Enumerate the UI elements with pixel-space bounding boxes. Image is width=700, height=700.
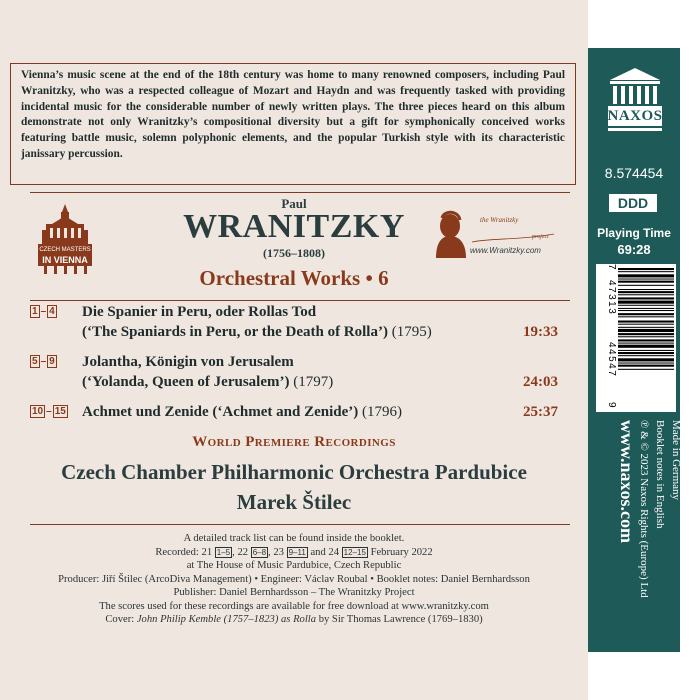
made-in-label: Made in Germany — [670, 420, 682, 501]
track-list-item — [30, 404, 558, 424]
track-range: 1 – 4 — [32, 306, 55, 317]
title-divider — [30, 300, 570, 301]
barcode-digit-group: 47313 — [606, 280, 617, 316]
wranitzky-script-label: the Wranitzky — [480, 216, 519, 224]
track-list-item — [30, 354, 558, 394]
barcode-digits — [596, 264, 676, 412]
track-title: Achmet und Zenide (‘Achmet and Zenide’) (1796) — [82, 404, 402, 420]
track-subtitle: (‘Yolanda, Queen of Jerusalem’) (1797) — [82, 374, 334, 390]
track-duration: 19:33 — [523, 324, 558, 340]
venue-line: at The House of Music Pardubice, Czech Republic — [186, 560, 402, 571]
barcode-digit-group: 9 — [606, 402, 617, 408]
recorded-line: Recorded: 21 1–5 , 22 6–8 , 23 9–11 and 24 12–15 February 2022 — [155, 546, 433, 558]
premiere-label: World Premiere Recordings — [192, 434, 396, 450]
track-range: 5 – 9 — [32, 356, 55, 367]
naxos-logo — [606, 64, 664, 140]
czech-logo-line1: CZECH MASTERS — [39, 247, 91, 253]
intro-text-box — [10, 63, 576, 185]
naxos-wordmark: NAXOS — [607, 108, 663, 124]
naxos-sidebar — [588, 48, 680, 652]
track-list-item — [30, 304, 558, 344]
track-duration: 25:37 — [523, 404, 558, 420]
track-subtitle: (‘The Spaniards in Peru, or the Death of Rolla’) (1795) — [82, 324, 432, 340]
album-title: Orchestral Works • 6 — [199, 266, 389, 290]
composer-dates: (1756–1808) — [263, 246, 325, 260]
czech-logo-line2: IN VIENNA — [42, 255, 88, 265]
track-range: 10 – 15 — [32, 406, 66, 417]
scores-line: The scores used for these recordings are available for free download at www.wranitzky.com — [99, 600, 489, 612]
wranitzky-project-label: project — [532, 234, 549, 240]
track-title: Die Spanier in Peru, oder Rollas Tod — [82, 304, 317, 320]
naxos-temple-icon — [606, 64, 664, 140]
producer-line: Producer: Jiří Štilec (ArcoDiva Management) • Engineer: Václav Roubal • Booklet notes: Daniel Bernhardsson — [58, 573, 530, 585]
conductor-name: Marek Štilec — [236, 490, 352, 514]
format-badge: DDD — [609, 194, 657, 212]
publisher-line: Publisher: Daniel Bernhardsson – The Wranitzky Project — [173, 587, 415, 598]
orchestra-name: Czech Chamber Philharmonic Orchestra Pardubice — [61, 460, 527, 484]
composer-last-name: WRANITZKY — [183, 208, 405, 245]
catalog-number: 8.574454 — [604, 165, 664, 181]
playing-time-label: Playing Time — [597, 226, 671, 240]
rights-notice: ℗ & © 2023 Naxos Rights (Europe) Ltd — [638, 420, 650, 598]
track-title: Jolantha, Königin von Jerusalem — [82, 354, 294, 370]
credits-block — [0, 532, 588, 627]
booklet-note: A detailed track list can be found inside the booklet. — [183, 533, 405, 544]
cover-line: Cover: John Philip Kemble (1757–1823) as Rolla by Sir Thomas Lawrence (1769–1830) — [105, 614, 483, 625]
barcode-digit-group: 44547 — [606, 342, 617, 378]
top-divider — [30, 192, 570, 193]
naxos-url[interactable]: www.naxos.com — [617, 420, 637, 544]
playing-time-value: 69:28 — [617, 242, 651, 257]
barcode-digit-group: 7 — [606, 264, 617, 270]
wranitzky-url[interactable]: www.Wranitzky.com — [470, 246, 541, 255]
credits-divider — [30, 524, 570, 525]
intro-text: Vienna’s music scene at the end of the 18th century was home to many renowned composers, including Paul Wranitzky, who was a respected colleague of Mozart and Haydn and was frequently tasked with providing incidental music for the considerable number of newly written plays. The three pieces heard on this album demonstrate not only Wranitzky’s compositional diversity but a gift for symphonically conceived works featuring battle music, solemn polyphonic elements, and the popular Turkish style with its characteristic janissary percussion. — [21, 69, 565, 160]
composer-first-name: Paul — [281, 196, 307, 211]
barcode — [596, 264, 676, 412]
track-duration: 24:03 — [523, 374, 558, 390]
booklet-language: Booklet notes in English — [654, 420, 666, 529]
